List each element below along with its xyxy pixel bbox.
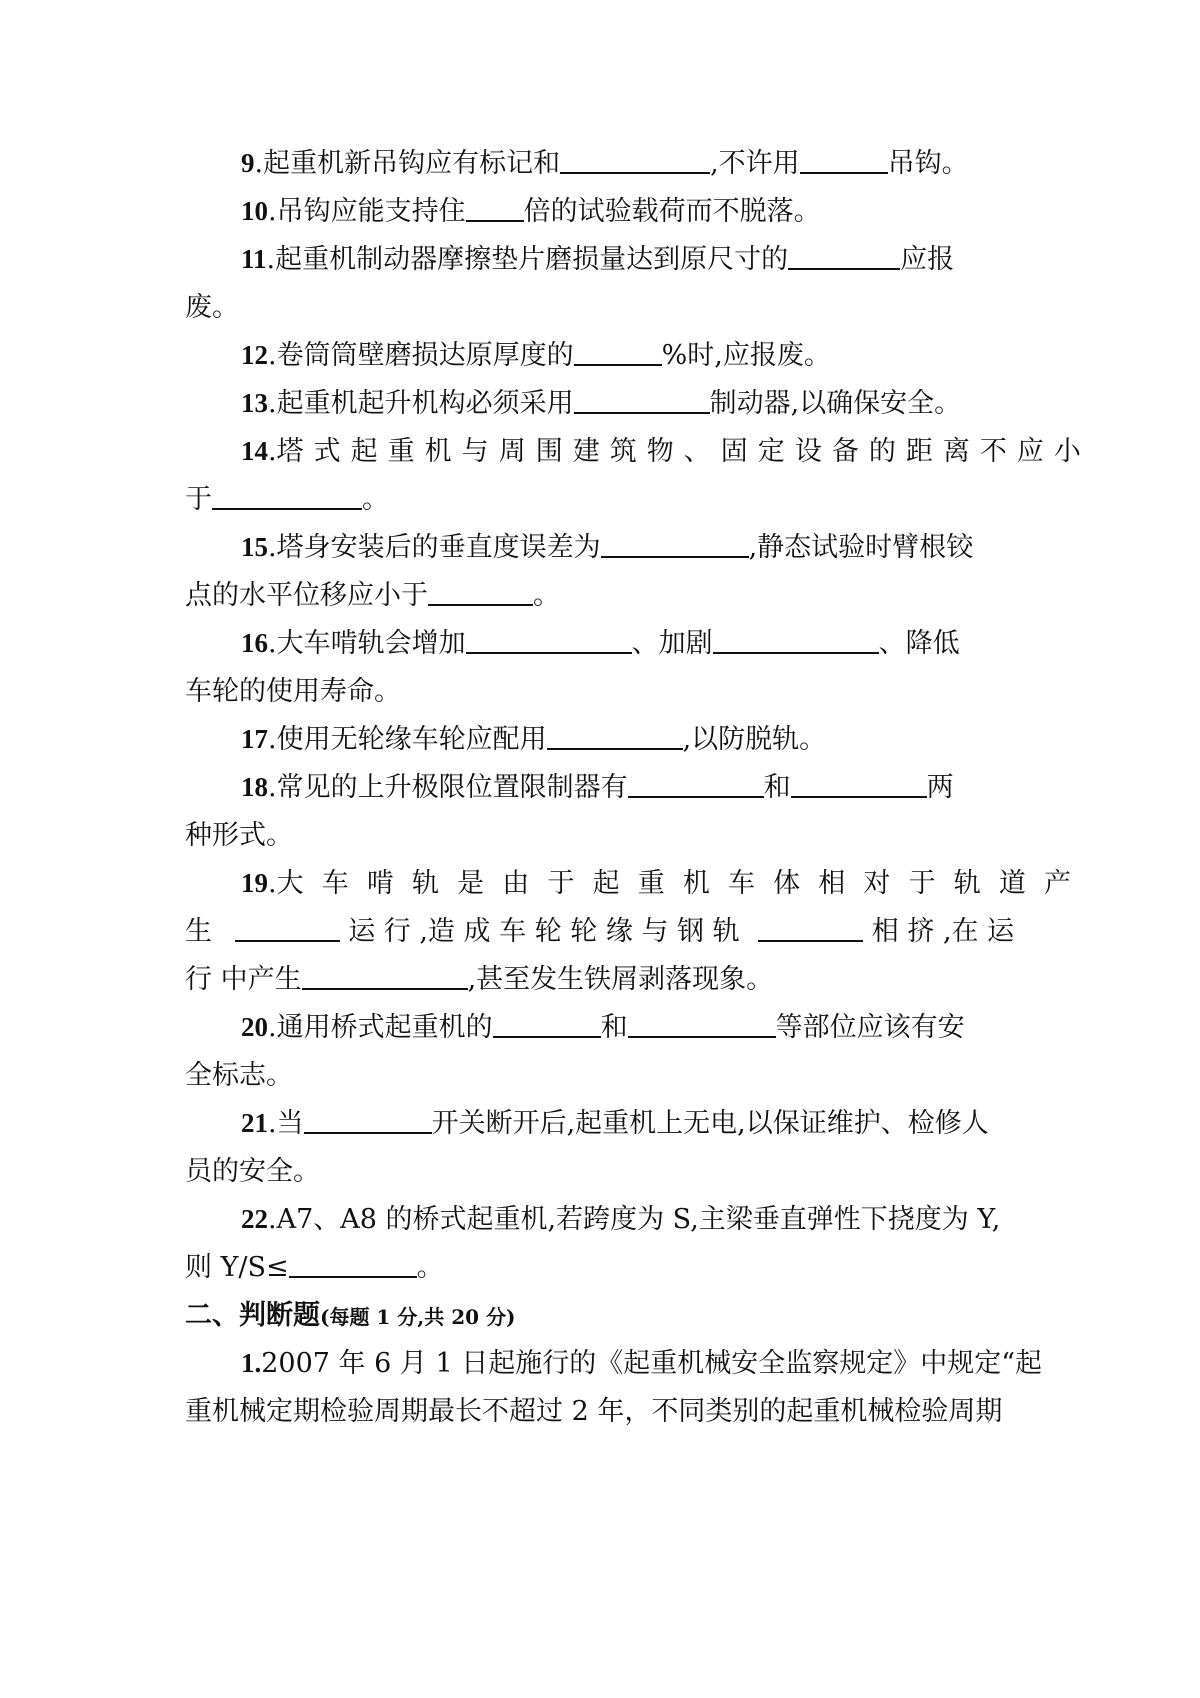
question-14 — [185, 426, 1081, 477]
question-number: 16 — [241, 628, 268, 658]
question-text: .A7、A8 的桥式起重机,若跨度为 S,主梁垂直弹性下挠度为 Y, — [268, 1204, 1001, 1235]
judgement-1 — [185, 1338, 1081, 1389]
question-number: 20 — [241, 1012, 268, 1042]
fill-blank[interactable] — [800, 144, 888, 174]
question-number: 1. — [241, 1348, 262, 1378]
fill-blank[interactable] — [547, 720, 683, 750]
question-text: 啃 — [366, 868, 394, 899]
question-number: 9 — [241, 148, 255, 178]
question-text: 是 — [457, 868, 485, 899]
question-text: 应 — [1016, 436, 1044, 467]
question-text: 开关断开后,起重机上无电,以保证维护、检修人 — [431, 1108, 989, 1139]
question-text: 体 — [773, 868, 801, 899]
question-text: 的 — [868, 436, 896, 467]
fill-blank[interactable] — [713, 624, 879, 654]
question-text: 重 — [387, 436, 415, 467]
fill-blank[interactable] — [466, 192, 524, 222]
question-17 — [185, 714, 1081, 765]
question-text: 筑 — [609, 436, 637, 467]
fill-blank[interactable] — [466, 624, 632, 654]
question-text: 员的安全。 — [185, 1156, 320, 1187]
question-text: 对 — [863, 868, 891, 899]
fill-blank[interactable] — [235, 912, 340, 942]
question-15-cont — [185, 570, 1025, 621]
question-16-cont — [185, 666, 1025, 717]
question-text: 距 — [905, 436, 933, 467]
question-number: 18 — [241, 772, 268, 802]
question-22 — [185, 1194, 1081, 1245]
question-text: 两 — [926, 772, 954, 803]
question-text: .塔 — [268, 436, 304, 467]
question-11-cont — [185, 282, 1025, 333]
question-text: 由 — [502, 868, 530, 899]
question-number: 15 — [241, 532, 268, 562]
question-text: .大车啃轨会增加 — [268, 628, 466, 659]
question-text: 、 — [683, 436, 711, 467]
question-20-cont — [185, 1050, 1025, 1101]
question-text: .当 — [268, 1108, 304, 1139]
question-number: 11 — [241, 244, 267, 274]
question-13 — [185, 378, 1081, 429]
question-text: 小 — [1053, 436, 1081, 467]
question-text: 围 — [535, 436, 563, 467]
question-text: 行 中产生 — [185, 964, 302, 995]
fill-blank[interactable] — [628, 768, 764, 798]
section-note: (每题 1 分,共 20 分) — [320, 1305, 516, 1329]
question-text: ,以防脱轨。 — [682, 724, 827, 755]
question-text: 离 — [942, 436, 970, 467]
question-text: 起 — [592, 868, 620, 899]
question-text: 与 — [461, 436, 489, 467]
question-text: 倍的试验载荷而不脱落。 — [523, 196, 821, 227]
question-text: .使用无轮缘车轮应配用 — [268, 724, 547, 755]
question-text: 2007 年 6 月 1 日起施行的《起重机械安全监察规定》中规定“起 — [261, 1348, 1043, 1379]
question-text: 生 — [185, 916, 212, 947]
question-text: 重机械定期检验周期最长不超过 2 年，不同类别的起重机械检验周期 — [185, 1396, 1003, 1427]
question-text: 车轮的使用寿命。 — [185, 676, 401, 707]
question-14-cont — [185, 474, 1025, 525]
fill-blank[interactable] — [493, 1008, 601, 1038]
question-number: 17 — [241, 724, 268, 754]
question-text: 和 — [600, 1012, 628, 1043]
question-text: 、降低 — [878, 628, 960, 659]
question-text: 产 — [1043, 868, 1071, 899]
question-text: 定 — [757, 436, 785, 467]
question-text: .起重机起升机构必须采用 — [268, 388, 574, 419]
question-21-cont — [185, 1146, 1025, 1197]
question-text: 全标志。 — [185, 1060, 293, 1091]
question-text: 周 — [498, 436, 526, 467]
question-text: 吊钩。 — [887, 148, 969, 179]
question-text: ,不许用 — [710, 148, 800, 179]
question-text: 相 — [818, 868, 846, 899]
question-text: 建 — [572, 436, 600, 467]
fill-blank[interactable] — [302, 960, 468, 990]
question-19-line2 — [185, 906, 1025, 957]
question-19-line3 — [185, 954, 1025, 1005]
question-text: 设 — [794, 436, 822, 467]
question-text: 于 — [547, 868, 575, 899]
question-18 — [185, 762, 1081, 813]
question-text: 重 — [637, 868, 665, 899]
question-text: 备 — [831, 436, 859, 467]
question-16 — [185, 618, 1081, 669]
fill-blank[interactable] — [788, 240, 900, 270]
question-number: 10 — [241, 196, 268, 226]
fill-blank[interactable] — [304, 1104, 432, 1134]
question-text: 车 — [728, 868, 755, 899]
question-text: 轨 — [953, 868, 981, 899]
question-number: 21 — [241, 1108, 268, 1138]
question-text: 物 — [646, 436, 674, 467]
question-text: .通用桥式起重机的 — [268, 1012, 493, 1043]
question-text: .常见的上升极限位置限制器有 — [268, 772, 628, 803]
question-text: 。 — [362, 484, 389, 515]
question-text: 不 — [979, 436, 1007, 467]
question-20 — [185, 1002, 1081, 1053]
question-19 — [185, 858, 1071, 909]
question-text: 于 — [185, 484, 212, 515]
question-text: 应报 — [900, 244, 955, 275]
question-number: 13 — [241, 388, 268, 418]
question-text: 、加剧 — [631, 628, 713, 659]
question-number: 19 — [241, 868, 268, 898]
fill-blank[interactable] — [289, 1248, 417, 1278]
fill-blank[interactable] — [574, 336, 662, 366]
question-text: 则 Y/S≤ — [185, 1252, 289, 1283]
section-heading — [185, 1290, 1025, 1343]
question-text: 点的水平位移应小于 — [185, 580, 428, 611]
question-text: 和 — [763, 772, 791, 803]
question-text: 道 — [998, 868, 1026, 899]
question-text: 机 — [424, 436, 452, 467]
judgement-1-cont — [185, 1386, 1025, 1437]
question-text: .卷筒筒壁磨损达原厚度的 — [268, 340, 574, 371]
fill-blank[interactable] — [212, 480, 362, 510]
question-text: .起重机制动器摩擦垫片磨损量达到原尺寸的 — [266, 244, 789, 275]
fill-blank[interactable] — [560, 144, 710, 174]
question-21 — [185, 1098, 1081, 1149]
question-text: ,甚至发生铁屑剥落现象。 — [467, 964, 774, 995]
question-number: 14 — [241, 436, 268, 466]
question-text: .塔身安装后的垂直度误差为 — [268, 532, 601, 563]
question-text: %时,应报废。 — [661, 340, 831, 371]
fill-blank[interactable] — [758, 912, 863, 942]
question-number: 22 — [241, 1204, 268, 1234]
question-text: ,静态试验时臂根铰 — [748, 532, 974, 563]
question-text: 固 — [720, 436, 748, 467]
question-15 — [185, 522, 1081, 573]
question-text: 机 — [682, 868, 710, 899]
question-18-cont — [185, 810, 1025, 861]
question-text: .吊钩应能支持住 — [268, 196, 466, 227]
question-text: 等部位应该有安 — [775, 1012, 965, 1043]
fill-blank[interactable] — [574, 384, 710, 414]
fill-blank[interactable] — [601, 528, 749, 558]
question-12 — [185, 330, 1081, 381]
fill-blank[interactable] — [628, 1008, 776, 1038]
question-text: 种形式。 — [185, 820, 293, 851]
question-10 — [185, 186, 1081, 237]
question-text: .大 — [268, 868, 304, 899]
question-text: 起 — [350, 436, 378, 467]
question-text: 运 行 ,造 成 车 轮 轮 缘 与 钢 轨 — [348, 916, 740, 947]
question-text: 于 — [908, 868, 936, 899]
question-9 — [185, 138, 1081, 189]
question-text: 轨 — [412, 868, 440, 899]
question-text: 车 — [321, 868, 349, 899]
question-text: 式 — [313, 436, 341, 467]
question-text: .起重机新吊钩应有标记和 — [254, 148, 561, 179]
question-text: 相 挤 ,在 运 — [871, 916, 1015, 947]
question-text: 制动器,以确保安全。 — [709, 388, 962, 419]
question-11 — [185, 234, 1081, 285]
question-text: 。 — [416, 1252, 444, 1283]
question-text: 废。 — [185, 292, 239, 323]
question-22-cont — [185, 1242, 1025, 1293]
question-text: 。 — [533, 580, 560, 611]
fill-blank[interactable] — [428, 576, 533, 606]
section-title: 二、判断题 — [185, 1300, 320, 1331]
fill-blank[interactable] — [791, 768, 927, 798]
question-number: 12 — [241, 340, 268, 370]
